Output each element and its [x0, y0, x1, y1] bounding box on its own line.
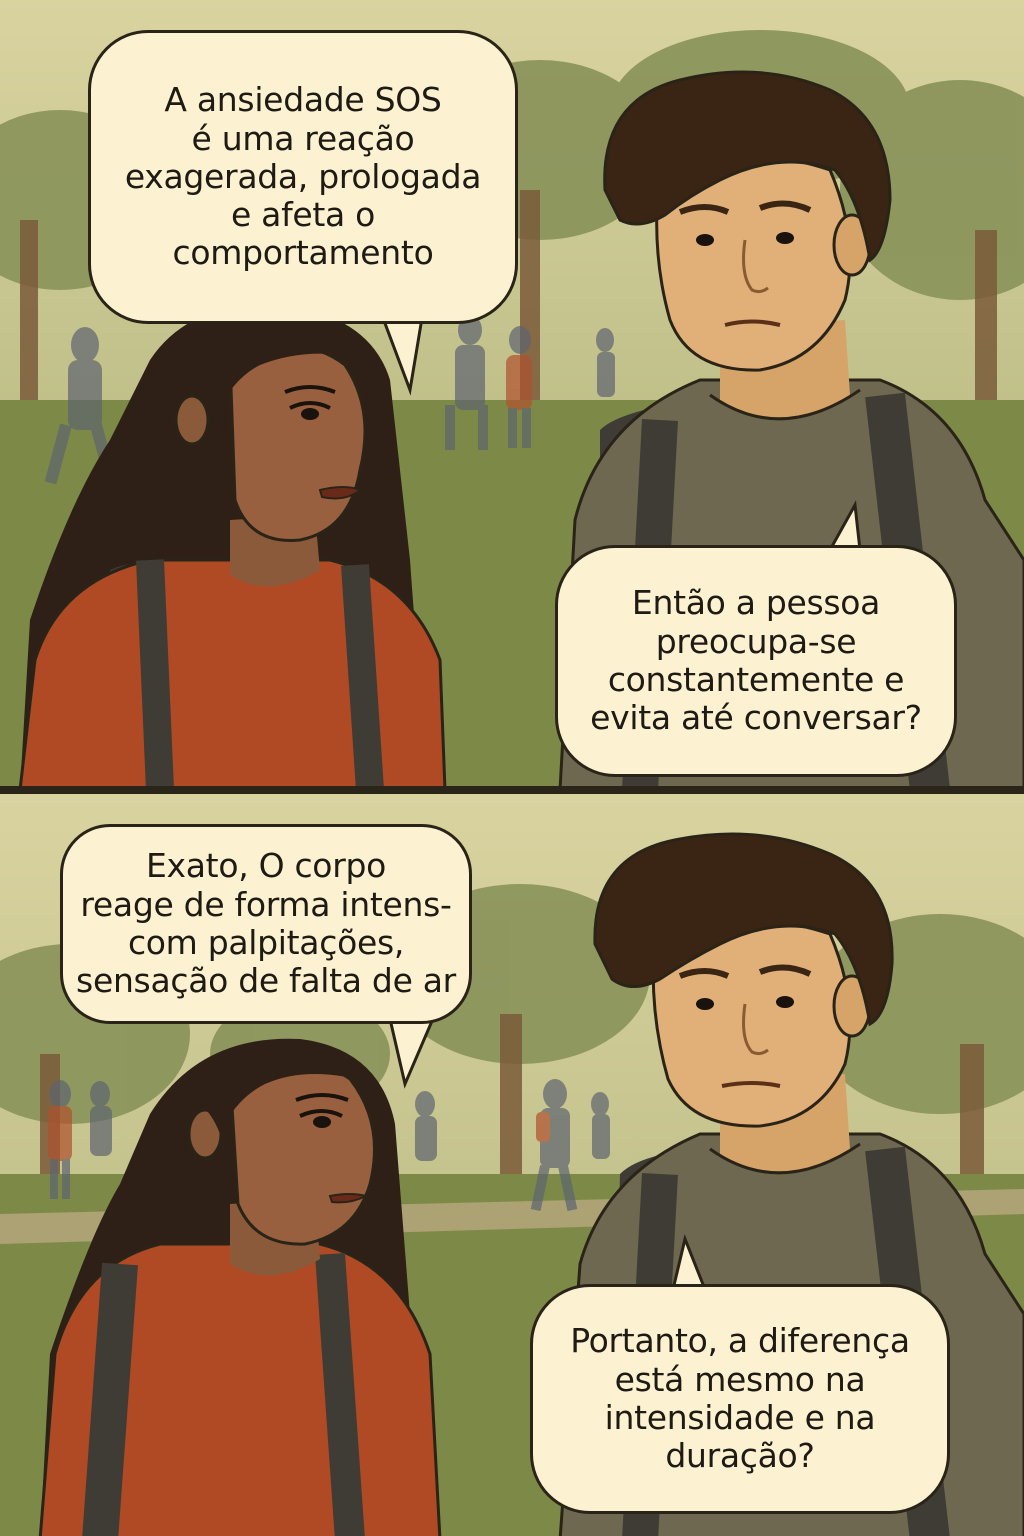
bubble-line: com palpitações, — [127, 923, 405, 962]
comic-panel-2 — [0, 790, 1024, 1536]
speech-bubble-boy-2 — [530, 1284, 950, 1514]
bubble-line: comportamento — [172, 233, 434, 273]
bubble-line: Exato, O corpo — [145, 846, 386, 886]
speech-bubble-girl-1 — [88, 30, 518, 324]
speech-bubble-boy-1 — [555, 545, 957, 777]
bubble-line: sensação de falta de ar — [76, 961, 456, 1001]
bubble-line: Então a pessoa — [631, 583, 881, 623]
bubble-line: duração? — [665, 1436, 815, 1476]
speech-bubble-girl-2 — [60, 824, 472, 1024]
bubble-line: intensidade e na — [604, 1398, 876, 1437]
bubble-line: e afeta o — [230, 195, 376, 235]
bubble-line: preocupa-se — [655, 621, 857, 661]
bubble-line: está mesmo na — [614, 1359, 866, 1399]
bubble-line: A ansiedade SOS — [164, 80, 442, 120]
bubble-line: Portanto, a diferença — [570, 1321, 910, 1361]
bubble-line: evita até conversar? — [590, 698, 922, 738]
bubble-line: reage de forma intens- — [80, 884, 452, 924]
bubble-line: exagerada, prologada — [124, 156, 482, 196]
bubble-line: é uma reação — [191, 118, 415, 158]
bubble-line: constantemente e — [607, 660, 905, 699]
